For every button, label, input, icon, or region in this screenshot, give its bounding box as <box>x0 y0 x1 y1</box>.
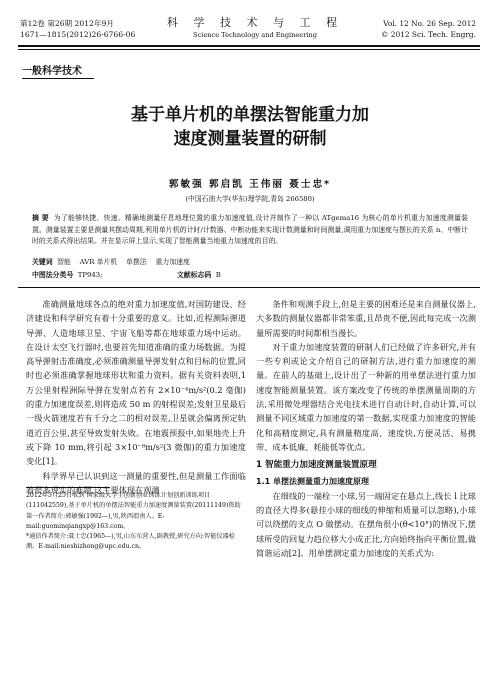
journal-volume-en <box>381 18 476 40</box>
clc-value: TP943; <box>77 271 103 279</box>
body-paragraph: 在细线的一端栓一小球,另一端固定在悬点上,线长 l 比球的直径大得多(悬挂小球的细线的伸缩和质量可以忽略),小球可以绕摆的支点 O 做摆动。在摆角很小(θ<10°)的情况下,摆球所受的回复力趋位移大小成正比,方向始终指向平衡位置,做简谐运动[2]。用单摆测定重力加速度的关系式为: <box>256 490 476 559</box>
header-rule-thin <box>18 49 480 50</box>
body-paragraph: 对于重力加速度装置的研制人们已经做了许多研究,并有一些专利或论文介绍自己的研制方法,进行重力加速度的测量。在前人的基础上,设计出了一种新的用单摆法进行重力加速度智能测量装置。该方案改变了传统的单摆测量周期的方法,采用微处理器结合光电技术进行自动计时,自动计算,可以测量不同区域重力加速度的第一数据,实现重力加速度的智能化和高精度测定,具有测量精度高、速度快,方便灵活、易携带、成本低廉、耗能低等优点。 <box>256 341 476 452</box>
doc-code-label: 文献标志码 <box>176 271 212 279</box>
paper-title-line-1: 基于单片机的单摆法智能重力加 <box>131 105 369 125</box>
body-separator-rule <box>18 287 480 288</box>
clc-label: 中图法分类号 <box>32 271 74 279</box>
journal-volume-en-line: Vol. 12 No. 26 Sep. 2012 <box>383 19 476 28</box>
paper-title-line-2: 速度测量装置的研制 <box>173 129 327 149</box>
keywords <box>32 257 468 268</box>
journal-name <box>150 15 360 40</box>
keywords-label: 关键词 <box>32 258 53 266</box>
footnote-received: 2012年5月25日收到 国家级大学生创新创业训练计划创新训练项目(111042559),基于单片机的单摆法智能重力加速度测量装置(20111149)资助 <box>26 492 241 510</box>
body-paragraph: 准确测量地球各点的绝对重力加速度值,对国防建设、经济建设和科学研究有着十分重要的意义。比如,近程测际弹道导弹、人造地球卫星、宇宙飞船等都在地球重力场中运动。在设计太空飞行器时,也要首先知道准确的重力场数据。为提高导弹射击准确度,必须准确测量导弹发射点和目标的位置,同时也必须准确掌握地球形状和重力资料。据有关资料表明,1万公里射程洲际导弹在发射点若有 2×10⁻⁴m/s²(0.2 毫伽)的重力加速度误差,则将造成 50 m 的射程误差;发射卫星最后一级火箭速度若有千分之二的相对误差,卫星就会偏离预定轨道近百公里,甚至导致发射失败。在地震预报中,如果地壳上升或下降 10 mm,将引起 3×10⁻⁸m/s²(3 微伽)的重力加速度变化[1]。 <box>26 299 246 467</box>
abstract-label: 摘 要 <box>32 214 49 222</box>
footnote-rule <box>26 487 110 488</box>
abstract <box>32 213 468 248</box>
footnotes <box>26 491 246 553</box>
journal-issn-line: 1671—1815(2012)26-6766-06 <box>20 30 136 39</box>
journal-name-en: Science Technology and Engineering <box>193 31 317 39</box>
author-list: 郭敏强 郭启凯 王伟丽 聂士忠* <box>168 179 332 190</box>
body-paragraph: 科学界早已认识到这一测量的重要性,但是测量工作面临着很多现实的难题,这主要体现在观测 <box>26 470 246 495</box>
right-column <box>256 297 476 560</box>
journal-name-cn: 科 学 技 术 与 工 程 <box>167 16 343 29</box>
subsection-heading-1-1: 1.1 单摆法测量重力加速度原理 <box>256 476 369 486</box>
left-column <box>26 297 246 497</box>
section-heading-1: 1 智能重力加速度测量装置原理 <box>256 460 377 471</box>
journal-copyright-line: © 2012 Sci. Tech. Engrg. <box>381 30 476 39</box>
journal-issue-info <box>20 18 135 40</box>
keywords-items: 智能 AVR 单片机 单摆法 重力加速度 <box>57 258 190 266</box>
footnote-first-author: 第一作者简介:郭敏强(1992—),男,陕西渭南人。E-mail:guominqiangxp@163.com。 <box>26 512 165 530</box>
doc-code-value: B <box>215 271 221 279</box>
affiliation: (中国石油大学(华东)理学院,青岛 266580) <box>185 195 315 203</box>
classification <box>32 270 468 281</box>
body-paragraph: 条件和观测手段上,但是主要的困难还是来自测量仪器上,大多数的测量仪器都非常笨重,且昂贵不便,因此每完成一次测量所需要的时间都相当漫长。 <box>256 299 476 338</box>
paper-title <box>40 103 460 151</box>
section-tag: 一般科学技术 <box>22 66 82 77</box>
header-rule-thick <box>18 45 480 47</box>
abstract-text: 为了能够快捷、快速、精确地测量仔息地理位置的重力加速度值,设计并制作了一种以 ATgema16 为核心的单片机重力加速度测量装置。测量装置主要是测量其摆动周期,利用单片机的计时/计数器、中断功能来实现计数测量和时间测量,调用重力加速度与摆长的关系 n、中断计时的关系式得出结果。并在显示屏上显示,实现了智能测量当地重力加速度的目的。 <box>32 214 468 246</box>
footnote-corresponding-author: *通信作者简介:聂士忠(1965—),男,山东东营人,副教授,研究方向:智能仪器检测。E-mail:nieshizhong@upc.edu.cn。 <box>26 533 235 551</box>
journal-volume-line: 第12卷 第26期 2012年9月 <box>20 19 114 28</box>
section-tag-rule <box>22 78 94 79</box>
